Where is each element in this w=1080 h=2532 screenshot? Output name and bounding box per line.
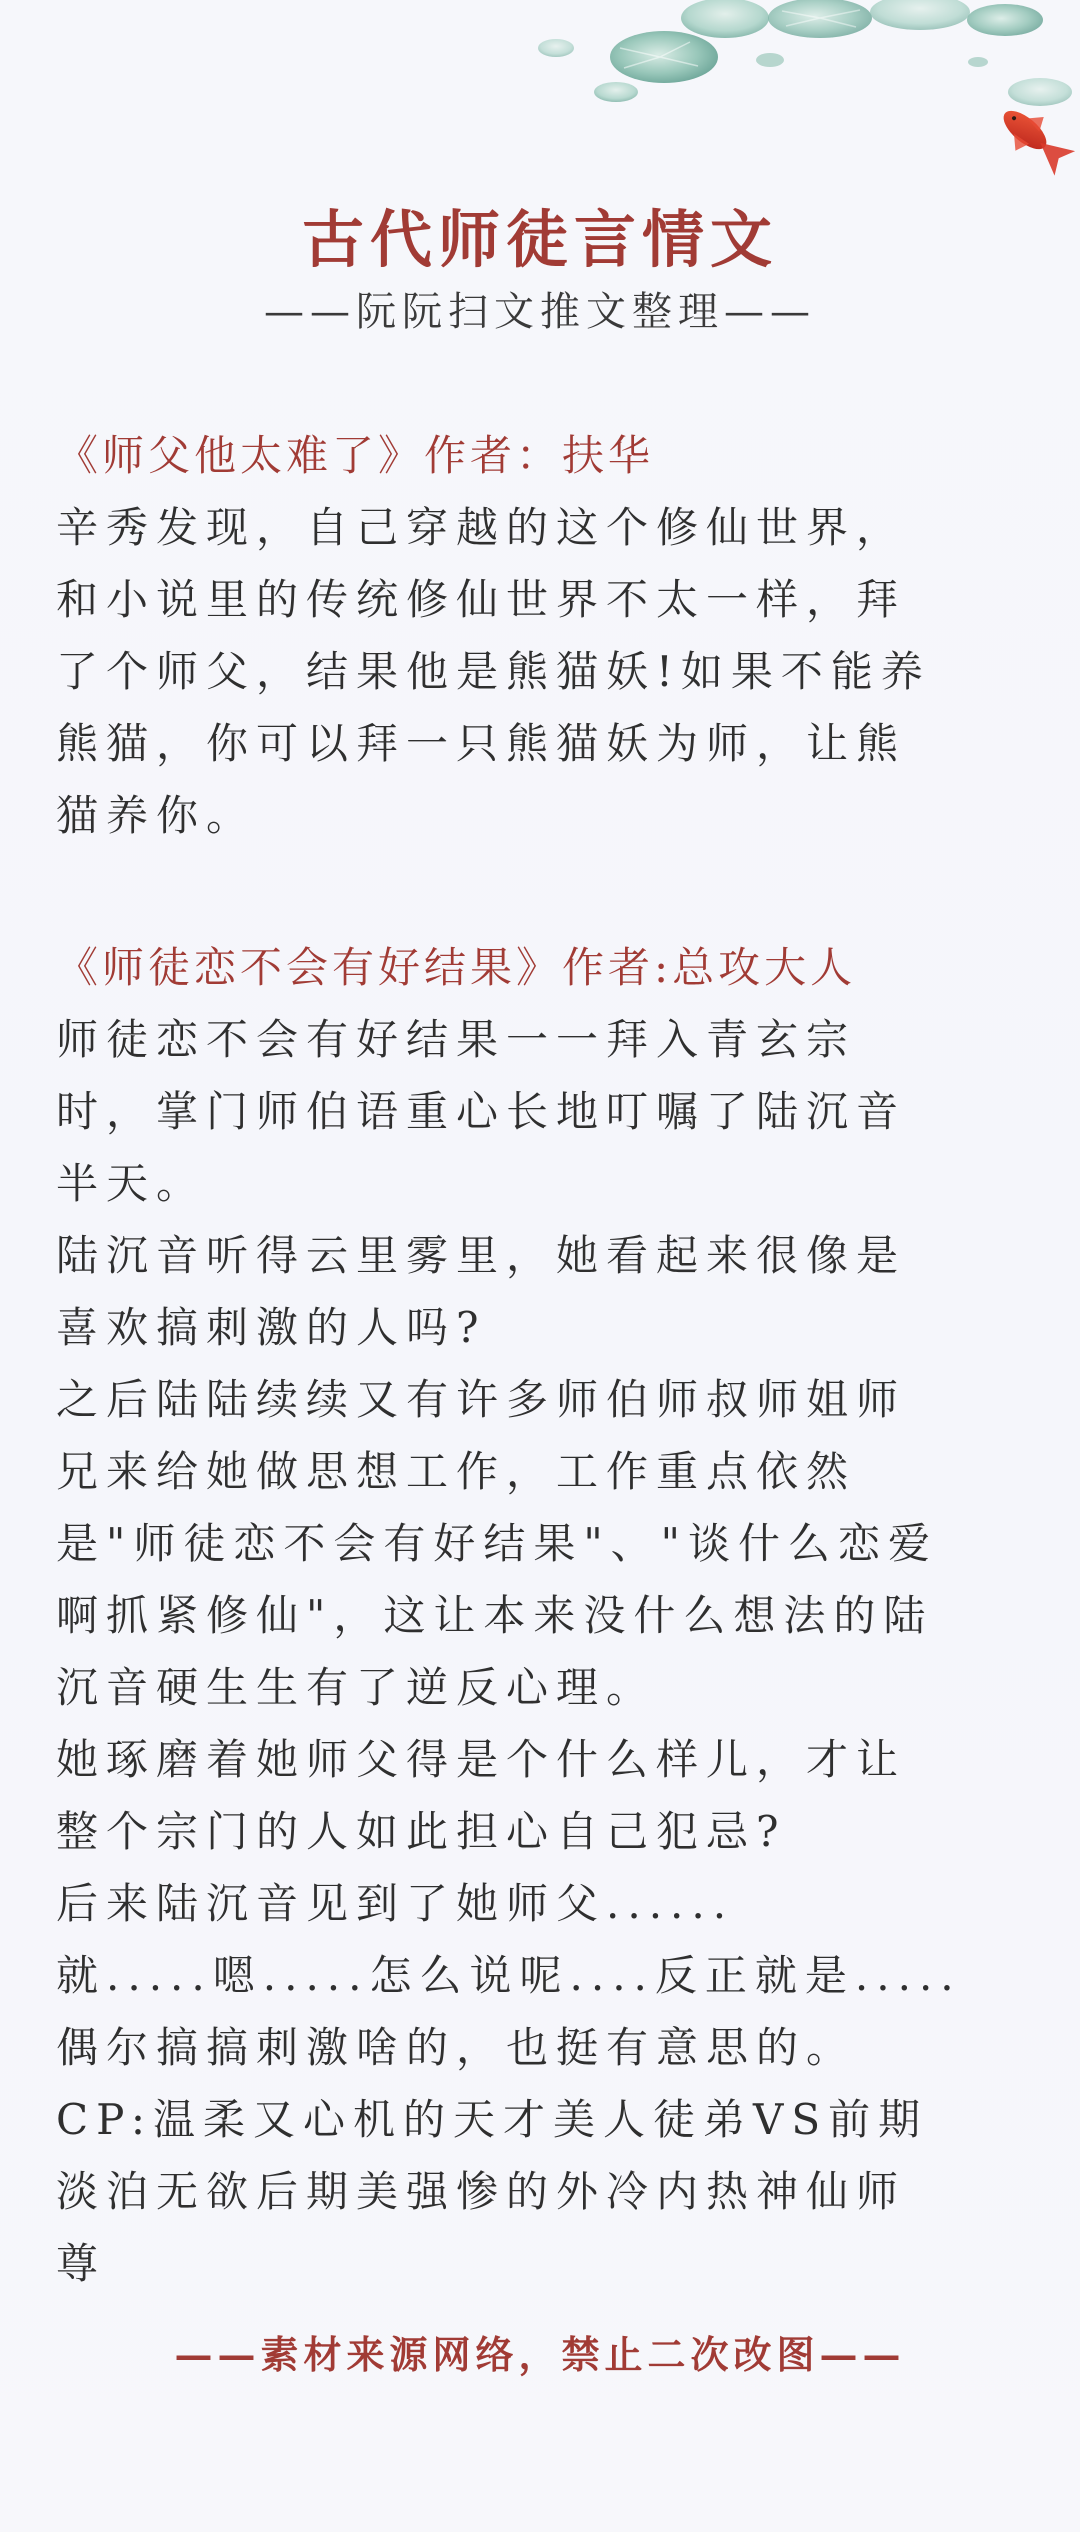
book-summary-line: 喜欢搞刺激的人吗?: [56, 1303, 487, 1352]
book-summary-line: CP:温柔又心机的天才美人徒弟VS前期: [56, 2095, 929, 2144]
book-summary-line: 啊抓紧修仙"，这让本来没什么想法的陆: [56, 1591, 934, 1640]
book-summary-line: 她琢磨着她师父得是个什么样儿，才让: [56, 1735, 907, 1784]
book-summary-line: 陆沉音听得云里雾里，她看起来很像是: [56, 1231, 907, 1280]
book-summary-line: 整个宗门的人如此担心自己犯忌?: [56, 1807, 787, 1856]
book-summary-line: 偶尔搞搞刺激啥的，也挺有意思的。: [56, 2023, 857, 2072]
book-section-1: [56, 420, 1036, 852]
book-summary-line: 之后陆陆续续又有许多师伯师叔师姐师: [56, 1375, 907, 1424]
book-section-2: [56, 932, 1036, 2300]
page-title: 古代师徒言情文: [301, 203, 778, 276]
book-summary-line: 了个师父，结果他是熊猫妖!如果不能养: [56, 647, 931, 696]
page-subtitle: ——阮阮扫文推文整理——: [264, 289, 816, 335]
book-title: 《师父他太难了》作者：扶华: [56, 431, 655, 480]
book-summary-line: 兄来给她做思想工作，工作重点依然: [56, 1447, 857, 1496]
book-summary-line: 尊: [56, 2239, 107, 2288]
book-summary-line: 辛秀发现，自己穿越的这个修仙世界，: [56, 503, 907, 552]
book-summary-line: 淡泊无欲后期美强惨的外冷内热神仙师: [56, 2167, 907, 2216]
content: [56, 420, 1036, 2300]
footer-notice: ——素材来源网络，禁止二次改图——: [174, 2332, 906, 2377]
book-summary-line: 后来陆沉音见到了她师父......: [56, 1879, 735, 1928]
book-summary-line: 和小说里的传统修仙世界不太一样，拜: [56, 575, 907, 624]
book-summary-line: 猫养你。: [56, 791, 257, 840]
book-summary-line: 时，掌门师伯语重心长地叮嘱了陆沉音: [56, 1087, 907, 1136]
book-summary-line: 师徒恋不会有好结果一一拜入青玄宗: [56, 1015, 857, 1064]
book-summary-line: 就.....嗯.....怎么说呢....反正就是.....: [56, 1951, 962, 2000]
book-summary-line: 是"师徒恋不会有好结果"、"谈什么恋爱: [56, 1519, 938, 1568]
book-summary-line: 半天。: [56, 1159, 207, 1208]
book-title: 《师徒恋不会有好结果》作者:总攻大人: [56, 943, 857, 992]
book-summary-line: 熊猫，你可以拜一只熊猫妖为师，让熊: [56, 719, 907, 768]
book-summary-line: 沉音硬生生有了逆反心理。: [56, 1663, 657, 1712]
